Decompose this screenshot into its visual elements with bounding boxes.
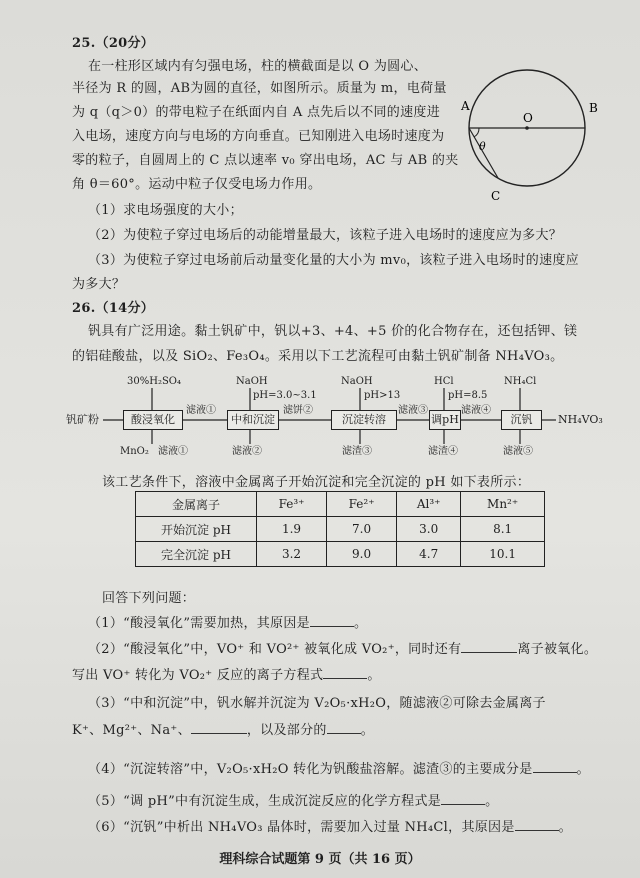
reagent-h2so4: 30%H₂SO₄ bbox=[127, 376, 182, 387]
q25-sub-1: （1）求电场强度的大小； bbox=[88, 203, 243, 218]
table-intro: 该工艺条件下，溶液中金属离子开始沉淀和完全沉淀的 pH 如下表所示： bbox=[102, 475, 531, 490]
q25-sub-3b: 为多大？ bbox=[72, 277, 126, 292]
out-residue-1: 滤液① bbox=[158, 446, 188, 457]
q26-header: 26.（14分） bbox=[72, 301, 155, 316]
row-label: 完全沉淀 pH bbox=[136, 542, 257, 567]
box-precipitate-v: 沉钒 bbox=[501, 410, 542, 430]
answer-blank[interactable] bbox=[441, 792, 485, 805]
label-theta: θ bbox=[479, 140, 486, 153]
table-row bbox=[136, 517, 545, 542]
q26-s2b-text: 离子被氧化。 bbox=[517, 642, 598, 657]
q26-s2c: 写出 VO⁺ 转化为 VO₂⁺ 反应的离子方程式 。 bbox=[72, 668, 381, 683]
q25-line-2: 半径为 R 的圆，AB为圆的直径，如图所示。质量为 m，电荷量 bbox=[72, 81, 447, 96]
answer-blank[interactable] bbox=[461, 640, 517, 653]
cell: 1.9 bbox=[257, 517, 327, 542]
filtrate-3: 滤液③ bbox=[398, 405, 428, 416]
q25-line-1: 在一柱形区域内有匀强电场，柱的横截面是以 O 为圆心、 bbox=[88, 59, 428, 74]
out-residue-3: 滤渣③ bbox=[342, 446, 372, 457]
q26-intro-1: 钒具有广泛用途。黏土钒矿中，钒以+3、+4、+5 价的化合物存在，还包括钾、镁 bbox=[88, 324, 578, 339]
out-filtrate-5: 滤液⑤ bbox=[503, 446, 533, 457]
table-header-row bbox=[136, 492, 545, 517]
label-c: C bbox=[491, 189, 501, 203]
row-label: 开始沉淀 pH bbox=[136, 517, 257, 542]
answer-blank[interactable] bbox=[327, 721, 361, 734]
filter-cake-2: 滤饼② bbox=[283, 405, 313, 416]
q25-sub-3a: （3）为使粒子穿过电场前后动量变化量的大小为 mv₀，该粒子进入电场时的速度应 bbox=[88, 253, 579, 268]
q25-line-4: 入电场，速度方向与电场的方向垂直。已知刚进入电场时速度为 bbox=[72, 129, 445, 144]
answer-blank[interactable] bbox=[515, 818, 559, 831]
label-a: A bbox=[461, 99, 470, 113]
out-mno2: MnO₂ bbox=[120, 446, 149, 457]
q26-s4: （4）“沉淀转溶”中，V₂O₅·xH₂O 转化为钒酸盐溶解。滤渣③的主要成分是 。 bbox=[88, 762, 590, 777]
cell: 10.1 bbox=[461, 542, 545, 567]
q25-line-5: 零的粒子，自圆周上的 C 点以速率 v₀ 穿出电场，AC 与 AB 的夹 bbox=[72, 153, 459, 168]
ph-range-2: pH>13 bbox=[364, 390, 401, 401]
ph-value: pH=8.5 bbox=[448, 390, 488, 401]
box-neutralize: 中和沉淀 bbox=[227, 410, 279, 430]
q26-s3a: （3）“中和沉淀”中，钒水解并沉淀为 V₂O₅·xH₂O，随滤液②可除去金属离子 bbox=[88, 696, 546, 711]
box-adjust-ph: 调pH bbox=[429, 410, 461, 430]
reagent-nh4cl: NH₄Cl bbox=[504, 376, 537, 387]
cell: 7.0 bbox=[327, 517, 397, 542]
q26-s6: （6）“沉钒”中析出 NH₄VO₃ 晶体时，需要加入过量 NH₄Cl，其原因是 。 bbox=[88, 820, 572, 835]
box-acid-leach: 酸浸氧化 bbox=[123, 410, 183, 430]
th-metal-ion: 金属离子 bbox=[136, 492, 257, 517]
q26-s3b: K⁺、Mg²⁺、Na⁺、 ，以及部分的 。 bbox=[72, 723, 374, 738]
q26-s2a-text: （2）“酸浸氧化”中，VO⁺ 和 VO²⁺ 被氧化成 VO₂⁺，同时还有 bbox=[88, 642, 462, 657]
cell: 3.0 bbox=[397, 517, 461, 542]
th-al3: Al³⁺ bbox=[397, 492, 461, 517]
page-footer: 理科综合试题第 9 页（共 16 页） bbox=[219, 852, 421, 867]
q26-s2 bbox=[88, 640, 597, 658]
answer-blank[interactable] bbox=[323, 666, 367, 679]
answer-blank[interactable] bbox=[310, 614, 354, 627]
cell: 9.0 bbox=[327, 542, 397, 567]
out-filtrate-2: 滤液② bbox=[232, 446, 262, 457]
q25-line-3: 为 q（q＞0）的带电粒子在纸面内自 A 点先后以不同的速度进 bbox=[72, 105, 440, 120]
cell: 8.1 bbox=[461, 517, 545, 542]
q26-s6-text: （6）“沉钒”中析出 NH₄VO₃ 晶体时，需要加入过量 NH₄Cl，其原因是 bbox=[88, 820, 515, 835]
q25-header: 25.（20分） bbox=[72, 36, 155, 51]
q26-s5-text: （5）“调 pH”中有沉淀生成，生成沉淀反应的化学方程式是 bbox=[88, 794, 442, 809]
q26-intro-2: 的铝硅酸盐，以及 SiO₂、Fe₃O₄。采用以下工艺流程可由黏土钒矿制备 NH₄VO₃。 bbox=[72, 349, 564, 364]
table-row bbox=[136, 542, 545, 567]
out-residue-4: 滤渣④ bbox=[428, 446, 458, 457]
box-redissolve: 沉淀转溶 bbox=[331, 410, 397, 430]
flow-product: NH₄VO₃ bbox=[558, 413, 603, 426]
label-b: B bbox=[589, 101, 598, 115]
q26-s2c-text: 写出 VO⁺ 转化为 VO₂⁺ 反应的离子方程式 bbox=[72, 668, 324, 683]
q26-s4-text: （4）“沉淀转溶”中，V₂O₅·xH₂O 转化为钒酸盐溶解。滤渣③的主要成分是 bbox=[88, 762, 533, 777]
th-mn2: Mn²⁺ bbox=[461, 492, 545, 517]
q26-s1: （1）“酸浸氧化”需要加热，其原因是 。 bbox=[88, 616, 368, 631]
answer-blank[interactable] bbox=[533, 760, 577, 773]
th-fe3: Fe³⁺ bbox=[257, 492, 327, 517]
q26-s1-text: （1）“酸浸氧化”需要加热，其原因是 bbox=[88, 616, 310, 631]
cell: 3.2 bbox=[257, 542, 327, 567]
cell: 4.7 bbox=[397, 542, 461, 567]
ph-table bbox=[135, 491, 545, 567]
q25-sub-2: （2）为使粒子穿过电场后的动能增量最大，该粒子进入电场时的速度应为多大？ bbox=[88, 228, 563, 243]
q26-s3c-text: ，以及部分的 bbox=[246, 723, 327, 738]
answer-blank[interactable] bbox=[191, 721, 247, 734]
answer-intro: 回答下列问题： bbox=[102, 591, 196, 606]
label-o: O bbox=[523, 111, 533, 125]
q25-line-6: 角 θ＝60°。运动中粒子仅受电场力作用。 bbox=[72, 177, 322, 192]
ph-range-1: pH=3.0~3.1 bbox=[253, 390, 317, 401]
reagent-naoh-2: NaOH bbox=[341, 376, 373, 387]
reagent-hcl: HCl bbox=[434, 376, 454, 387]
q26-s5: （5）“调 pH”中有沉淀生成，生成沉淀反应的化学方程式是 。 bbox=[88, 794, 499, 809]
flow-start: 钒矿粉 bbox=[66, 413, 99, 426]
th-fe2: Fe²⁺ bbox=[327, 492, 397, 517]
filtrate-4: 滤液④ bbox=[461, 405, 491, 416]
q26-s3b-text: K⁺、Mg²⁺、Na⁺、 bbox=[72, 723, 191, 738]
reagent-naoh-1: NaOH bbox=[236, 376, 268, 387]
filtrate-1: 滤液① bbox=[186, 405, 216, 416]
